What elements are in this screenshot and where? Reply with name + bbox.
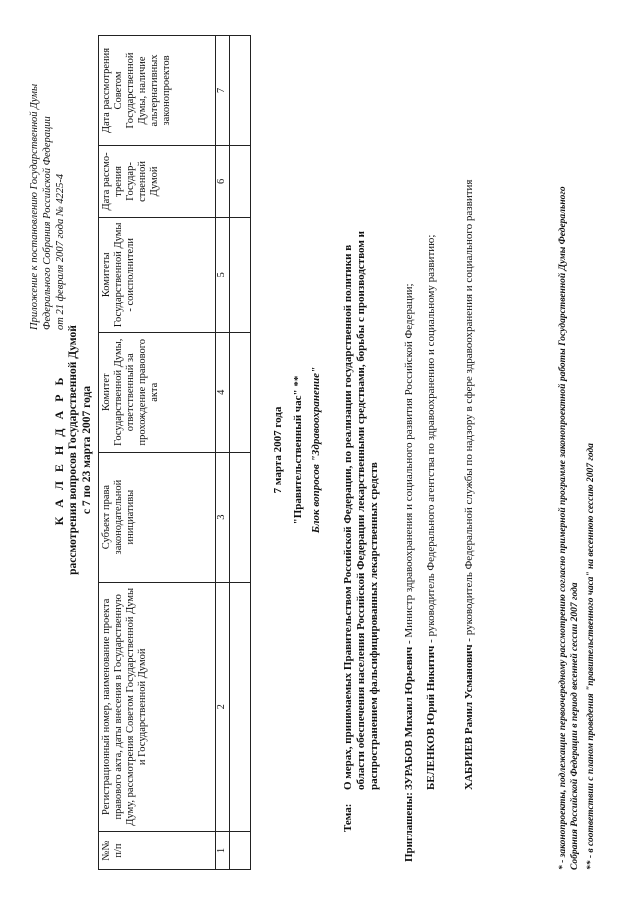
column-number: 4 [216, 332, 230, 452]
government-hour-heading: "Правительственный час" ** [292, 375, 304, 525]
session-date: 7 марта 2007 года [272, 406, 284, 494]
column-number: 3 [216, 452, 230, 582]
table-cell [230, 145, 251, 217]
topic-label: Тема: [342, 803, 354, 832]
rotated-page-content [10, 10, 630, 890]
column-number: 5 [216, 217, 230, 332]
header-cell-subject: Субъект права законодательной инициативы [99, 452, 216, 582]
invited-person [463, 170, 476, 790]
table-cell [230, 832, 251, 870]
table-cell [230, 217, 251, 332]
header-cell-duma-date: Дата рассмо-трения Государ-ственной Думой [99, 145, 216, 217]
invited-person-name: БЕЛЕНКОВ Юрий Никитич [425, 645, 437, 790]
table-cell [230, 582, 251, 832]
calendar-table [98, 35, 251, 870]
footnote-government-hour: ** - в соответствии с планом проведения "правительственного часа" на весеннюю сессию 2007 года [586, 443, 596, 870]
table-header-row [99, 36, 216, 870]
invited-person [425, 170, 438, 790]
column-number: 7 [216, 36, 230, 146]
invited-person-role: - Министр здравоохранения и социального развития Российской Федерации; [403, 283, 415, 647]
header-cell-council-date: Дата рассмотрения Советом Государственной Думы, наличие альтернативных законопроектов [99, 36, 216, 146]
table-cell [230, 332, 251, 452]
table-row [230, 36, 251, 870]
header-cell-registration: Регистрационный номер, наименование проекта правового акта, даты внесения в Государственную Думу, рассмотрения Советом Государственной Думы и Государственной Думой [99, 582, 216, 832]
table-cell [230, 36, 251, 146]
appendix-line: Приложение к постановлению Государственной Думы [29, 83, 40, 330]
document-period: с 7 по 23 марта 2007 года [81, 385, 93, 515]
column-number: 2 [216, 582, 230, 832]
invited-person-role: - руководитель Федерального агентства по здравоохранению и социальному развитию; [425, 234, 437, 646]
invited-label: Приглашены: [403, 792, 415, 862]
topic-text: О мерах, принимаемых Правительством Российской Федерации, по реализации государственной политики в области обеспечения населения Российской Федерации лекарственными средствами, борьбы с производством и распространением фальсифицированных лекарственных средств [342, 231, 380, 790]
appendix-line: от 21 февраля 2007 года № 4225-4 [55, 173, 66, 330]
document-subtitle: рассмотрения вопросов Государственной Думой [67, 325, 79, 575]
question-block-heading: Блок вопросов "Здравоохранение" [310, 366, 322, 534]
invited-person-name: ЗУРАБОВ Михаил Юрьевич [403, 646, 415, 790]
column-number: 1 [216, 832, 230, 870]
table-number-row [216, 36, 230, 870]
document-title: К А Л Е Н Д А Р Ь [52, 374, 66, 526]
appendix-line: Федерального Собрания Российской Федерации [42, 116, 53, 330]
header-cell-number: №№ п/п [99, 832, 216, 870]
footnote-priority: * - законопроекты, подлежащие первоочередному рассмотрению согласно примерной программе законопроектной работы Государственной Думы Федерального Собрания Российской Федерации в период весенней сессии 2007 года [558, 186, 580, 870]
invited-person-name: ХАБРИЕВ Рамил Усманович [463, 644, 475, 790]
column-number: 6 [216, 145, 230, 217]
header-cell-committee: Комитет Государственной Думы, ответственный за прохождение правового акта [99, 332, 216, 452]
table-cell [230, 452, 251, 582]
header-cell-co-committees: Комитеты Государственной Думы - соисполнители [99, 217, 216, 332]
invited-person-role: - руководитель Федеральной службы по надзору в сфере здравоохранения и социального развития [463, 179, 475, 645]
invited-person [403, 170, 416, 790]
